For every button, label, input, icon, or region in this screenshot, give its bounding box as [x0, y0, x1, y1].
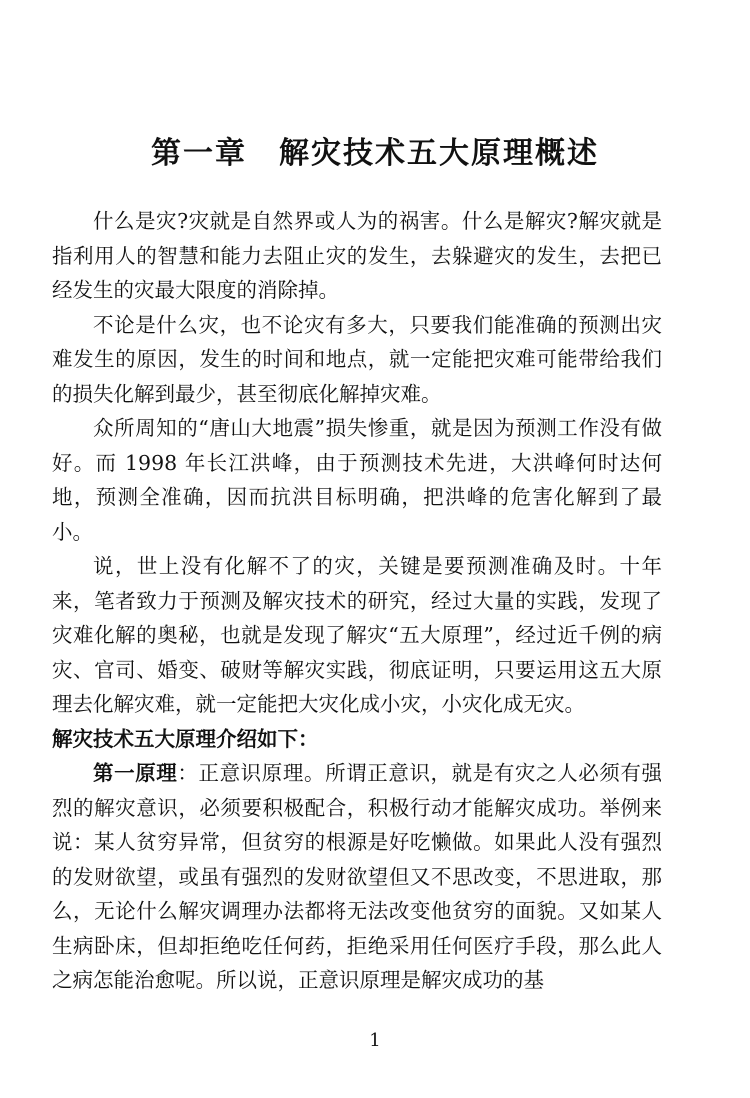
section-heading: 解灾技术五大原理介绍如下：: [52, 726, 319, 751]
paragraph-definition: 什么是灾?灾就是自然界或人为的祸害。什么是解灾?解灾就是指利用人的智慧和能力去阻止灾的发生，去躲避灾的发生，去把已经发生的灾最大限度的消除掉。: [52, 209, 662, 302]
principle-one-label: 第一原理: [93, 761, 178, 785]
paragraph-principle-one: [52, 756, 662, 998]
paragraph-examples: 众所周知的“唐山大地震”损失惨重，就是因为预测工作没有做好。而 1998 年长江洪峰，由于预测技术先进，大洪峰何时达何地，预测全准确，因而抗洪目标明确，把洪峰的危害化解到了最小。: [52, 416, 662, 544]
paragraph-prediction: 不论是什么灾，也不论灾有多大，只要我们能准确的预测出灾难发生的原因，发生的时间和地点，就一定能把灾难可能带给我们的损失化解到最少，甚至彻底化解掉灾难。: [52, 312, 662, 406]
page-number: 1: [369, 1030, 381, 1051]
chapter-title: 第一章 解灾技术五大原理概述: [151, 136, 599, 171]
principle-one-text: ：正意识原理。所谓正意识，就是有灾之人必须有强烈的解灾意识，必须要积极配合，积极行动才能解灾成功。举例来说：某人贫穷异常，但贫穷的根源是好吃懒做。如果此人没有强烈的发财欲望，或虽有强烈的发财欲望但又不思改变，不思进取，那么，无论什么解灾调理办法都将无法改变他贫穷的面貌。又如某人生病卧床，但却拒绝吃任何药，拒绝采用任何医疗手段，那么此人之病怎能治愈呢。所以说，正意识原理是解灾成功的基: [52, 761, 663, 992]
paragraph-research: 说，世上没有化解不了的灾，关键是要预测准确及时。十年来，笔者致力于预测及解灾技术的研究，经过大量的实践，发现了灾难化解的奥秘，也就是发现了解灾“五大原理”，经过近千例的病灾、官司、婚变、破财等解灾实践，彻底证明，只要运用这五大原理去化解灾难，就一定能把大灾化成小灾，小灾化成无灾。: [52, 554, 662, 716]
body-text: [52, 204, 662, 998]
